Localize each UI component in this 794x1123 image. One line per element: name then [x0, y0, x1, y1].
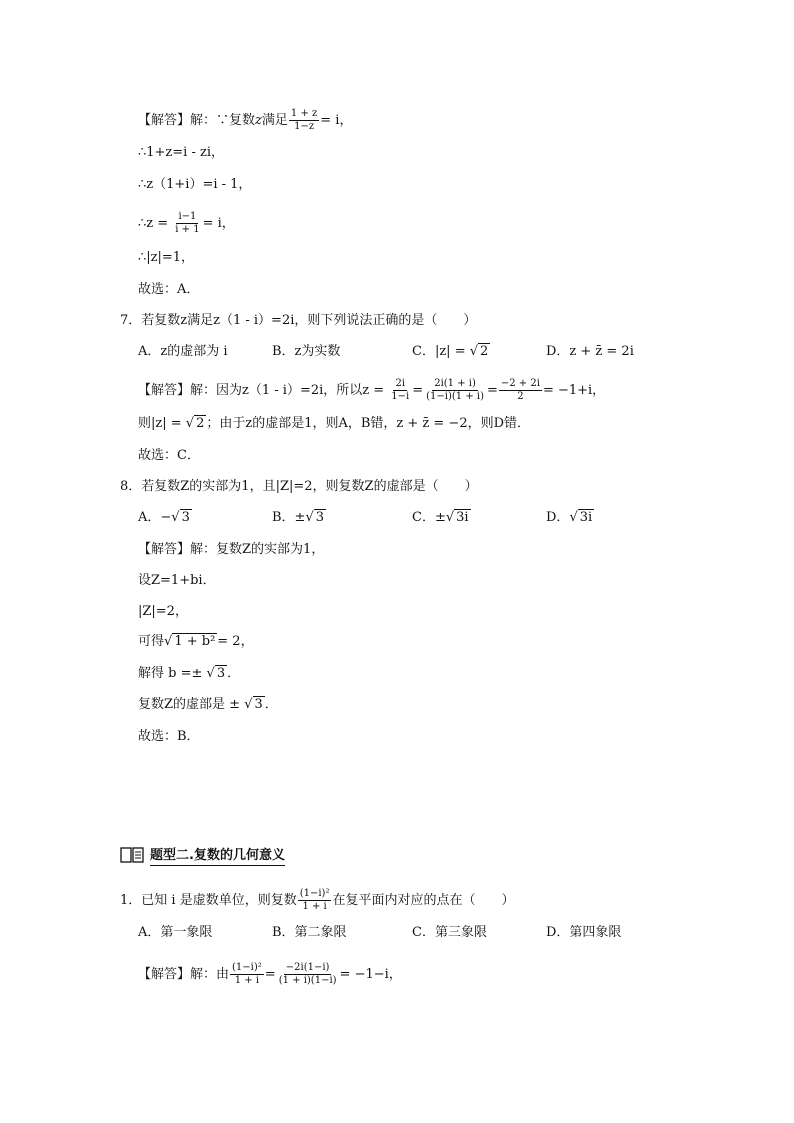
q8-solution-line-3: |Z|=2， [138, 604, 188, 619]
fraction: $\frac{2i(1 + i)}{(1-i)(1 + i)}$ [426, 378, 484, 402]
q1-solution-line-1: 【解答】解：由 $\frac{\text{(1−i)²}}{1 + i}$ = $\frac{-2i(1-i)}{(1 + i)(1-i)}$ = −1−i， [138, 962, 402, 986]
fraction: $\frac{\text{(1−i)²}}{1 + i}$ [232, 962, 262, 986]
fraction: $\frac{2i}{1-i}$ [391, 378, 410, 402]
fraction: $\frac{\text{(1−i)²}}{1 + i}$ [299, 888, 330, 912]
q1-option-c: C．第三象限 [412, 925, 487, 940]
solution-line-1: 【解答】解：∵复数z满足 $\frac{1 + z}{1-z}$ = i， [138, 108, 353, 132]
fraction: $\frac{1 + z}{1-z}$ [290, 108, 318, 132]
q8-solution-line-5: 解得 b =± √ 3 ． [138, 666, 241, 681]
q8-option-d: D．√ 3i [546, 510, 593, 525]
q1-option-a: A．第一象限 [138, 925, 213, 940]
q7-option-a: A．z的虚部为 i [138, 344, 228, 359]
solution-line-3: ∴z（1+i）=i - 1， [138, 177, 252, 192]
q8-choice: 故选：B． [138, 729, 200, 744]
solution-line-5: ∴|z|=1， [138, 250, 195, 265]
q8-solution-line-6: 复数Z的虚部是 ± √ 3 ． [138, 697, 278, 712]
q7-option-b: B．z为实数 [272, 344, 341, 359]
q1-option-b: B．第二象限 [272, 925, 347, 940]
question-1-stem: 1．已知 i 是虚数单位，则复数 $\frac{\text{(1−i)²}}{1 + i}$ 在复平面内对应的点在（ ） [120, 888, 515, 912]
q8-option-c: C．±√ 3i [412, 510, 469, 525]
q7-option-c: C．|z| = √ 2 [412, 344, 489, 359]
question-7-stem: 7．若复数z满足z（1 - i）=2i，则下列说法正确的是（ ） [120, 313, 477, 328]
q8-solution-line-4: 可得√ 1 + b² = 2， [138, 634, 254, 649]
solution-tag: 【解答】 [138, 113, 191, 128]
solution-line-2: ∴1+z=i - zi， [138, 145, 224, 160]
q7-option-d: D．z + z̄ = 2i [546, 344, 634, 359]
fraction: $\frac{-2 + 2i}{2}$ [500, 378, 540, 402]
q8-option-b: B．±√ 3 [272, 510, 325, 525]
question-8-stem: 8．若复数Z的实部为1，且|Z|=2，则复数Z的虚部是（ ） [120, 479, 478, 494]
q7-choice: 故选：C． [138, 448, 200, 463]
q1-option-d: D．第四象限 [546, 925, 622, 940]
solution-choice: 故选：A． [138, 282, 200, 297]
section-title: 题型二.复数的几何意义 [150, 844, 285, 866]
q8-solution-line-1: 【解答】解：复数Z的实部为1， [138, 542, 325, 557]
section-heading [120, 844, 285, 866]
fraction: $\frac{-2i(1-i)}{(1 + i)(1-i)}$ [278, 962, 337, 986]
q7-solution-line-1: 【解答】解：因为z（1 - i）=2i，所以z = $\frac{2i}{1-i}$ = $\frac{2i(1 + i)}{(1-i)(1 + i)}$ = $\frac{-2 + 2i}{2}$ = −1+i， [138, 378, 606, 402]
solution-line-4: ∴z = $\frac{i-1}{i + 1}$ = i， [138, 211, 235, 235]
book-icon [120, 847, 144, 863]
fraction: $\frac{i-1}{i + 1}$ [175, 211, 200, 235]
q7-solution-line-2: 则|z| = √ 2 ；由于z的虚部是1，则A，B错，z + z̄ = −2，则D错． [138, 416, 531, 431]
q8-option-a: A．−√ 3 [138, 510, 190, 525]
q8-solution-line-2: 设Z=1+bi． [138, 573, 216, 588]
